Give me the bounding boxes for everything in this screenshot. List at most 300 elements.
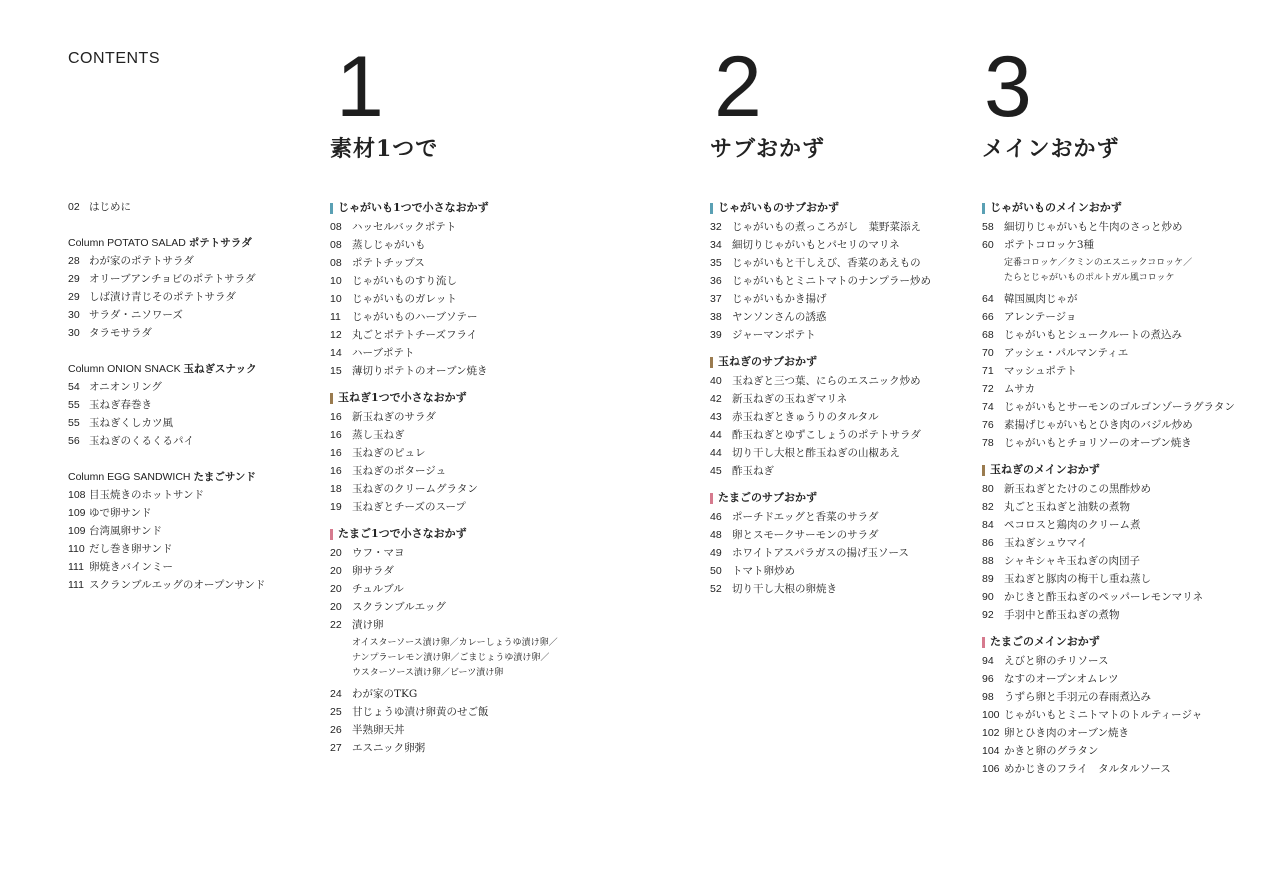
sub-list [330, 636, 558, 681]
toc-entry[interactable] [982, 652, 1192, 670]
section-heading [330, 524, 558, 544]
column-heading [68, 468, 257, 486]
part-1-number: 1 [336, 39, 384, 135]
entry-title: 卵焼きバインミー [89, 561, 173, 573]
toc-entry[interactable] [330, 562, 558, 580]
section-heading [982, 198, 1192, 218]
toc-entry[interactable] [982, 326, 1192, 344]
entry-title: えびと卵のチリソース [1004, 655, 1109, 667]
entry-title: じゃがいもとチョリソーのオーブン焼き [1004, 437, 1192, 449]
toc-entry[interactable] [982, 398, 1235, 416]
entry-title: 酢玉ねぎ [732, 465, 774, 477]
section-heading [330, 198, 558, 218]
toc-entry[interactable] [68, 432, 257, 450]
entry-title: タラモサラダ [89, 327, 152, 339]
entry-title: 卵とスモークサーモンのサラダ [732, 529, 879, 541]
entry-title: 玉ねぎくしカツ風 [89, 417, 173, 429]
entry-title: 新玉ねぎとたけのこの黒酢炒め [1004, 483, 1151, 495]
toc-entry[interactable] [330, 344, 558, 362]
toc-entry[interactable] [68, 324, 257, 342]
section-marker [982, 637, 985, 648]
page-number: 44 [710, 429, 722, 441]
entry-title: 漬け卵 [352, 619, 384, 631]
page-number: 27 [330, 742, 342, 754]
page-number: 25 [330, 706, 342, 718]
entry-title: 切り干し大根の卵焼き [732, 583, 837, 595]
page-number: 40 [710, 375, 722, 387]
entry-title: アッシェ・パルマンティエ [1004, 347, 1129, 359]
page-number: 35 [710, 257, 722, 269]
page-number: 36 [710, 275, 722, 287]
entry-title: かじきと酢玉ねぎのペッパーレモンマリネ [1004, 591, 1204, 603]
page-number: 26 [330, 724, 342, 736]
toc-entry[interactable] [982, 606, 1192, 624]
toc-entry[interactable] [710, 426, 921, 444]
page-number: 30 [68, 309, 80, 321]
part-3-number: 3 [984, 39, 1032, 135]
page-number: 20 [330, 547, 342, 559]
page-number: 70 [982, 347, 994, 359]
page-number: 08 [330, 221, 342, 233]
entry-title: ヤンソンさんの誘惑 [732, 311, 827, 323]
page-number: 109 [68, 525, 86, 537]
sub-entry: ウスターソース漬け卵／ビーツ漬け卵 [352, 668, 504, 678]
page-number: 08 [330, 257, 342, 269]
page-number: 11 [330, 311, 341, 323]
page-number: 16 [330, 465, 342, 477]
entry-title: かきと卵のグラタン [1004, 745, 1099, 757]
page-number: 02 [68, 201, 80, 213]
toc-entry[interactable] [330, 362, 558, 380]
toc-entry[interactable] [330, 408, 558, 426]
entry-title: 新玉ねぎの玉ねぎマリネ [732, 393, 848, 405]
entry-title: わが家のTKG [352, 688, 418, 700]
entry-title: ポテトコロッケ3種 [1004, 239, 1095, 251]
toc-entry[interactable] [710, 372, 921, 390]
entry-title: 酢玉ねぎとゆずこしょうのポテトサラダ [732, 429, 921, 441]
section-heading [710, 488, 839, 508]
toc-entry[interactable] [68, 522, 257, 540]
toc-entry[interactable] [982, 760, 1192, 778]
toc-entry[interactable] [68, 306, 257, 324]
toc-entry[interactable] [982, 480, 1192, 498]
entry-title: しば漬け青じそのポテトサラダ [89, 291, 236, 303]
page-number: 39 [710, 329, 722, 341]
toc-entry[interactable] [330, 444, 558, 462]
toc-entry[interactable] [710, 236, 900, 254]
toc-entry[interactable] [330, 544, 558, 562]
toc-entry[interactable] [330, 703, 558, 721]
page-number: 111 [68, 579, 84, 591]
page-number: 50 [710, 565, 722, 577]
page-number: 88 [982, 555, 994, 567]
contents-title: CONTENTS [68, 50, 160, 67]
entry-title: ポテトチップス [352, 257, 425, 269]
toc-entry[interactable] [982, 670, 1192, 688]
page-number: 55 [68, 417, 80, 429]
page-number: 90 [982, 591, 994, 603]
section-title: 玉ねぎ1つで小さなおかず [338, 391, 467, 404]
toc-entry[interactable] [710, 218, 921, 236]
entry-title: ムサカ [1004, 383, 1036, 395]
page-number: 96 [982, 673, 994, 685]
intro-entry[interactable] [68, 198, 257, 216]
section-marker [330, 529, 333, 540]
toc-entry[interactable] [330, 218, 558, 236]
page-number: 46 [710, 511, 722, 523]
entry-title: ペコロスと鶏肉のクリーム煮 [1004, 519, 1141, 531]
toc-entry[interactable] [330, 498, 558, 516]
toc-entry[interactable] [330, 290, 558, 308]
page-number: 71 [982, 365, 994, 377]
entry-title: 玉ねぎと三つ葉、にらのエスニック炒め [732, 375, 921, 387]
page-number: 16 [330, 429, 342, 441]
page-number: 43 [710, 411, 722, 423]
page-number: 18 [330, 483, 342, 495]
toc-entry[interactable] [710, 408, 879, 426]
entry-title: 蒸し玉ねぎ [352, 429, 405, 441]
page-number: 42 [710, 393, 722, 405]
entry-title: じゃがいものガレット [352, 293, 457, 305]
entry-title: チュルブル [352, 583, 404, 595]
page-number: 60 [982, 239, 994, 251]
page-number: 76 [982, 419, 994, 431]
toc-entry[interactable] [982, 380, 1192, 398]
section-heading [710, 352, 839, 372]
section-marker [710, 203, 713, 214]
page-number: 72 [982, 383, 994, 395]
page-number: 32 [710, 221, 722, 233]
page-number: 98 [982, 691, 994, 703]
entry-title: じゃがいもの煮っころがし 葉野菜添え [732, 221, 921, 233]
page-number: 49 [710, 547, 722, 559]
toc-entry[interactable] [68, 396, 257, 414]
page-number: 10 [330, 275, 342, 287]
page-number: 86 [982, 537, 994, 549]
toc-entry[interactable] [330, 616, 558, 634]
page-number: 56 [68, 435, 80, 447]
page-number: 19 [330, 501, 342, 513]
entry-title: ポーチドエッグと香菜のサラダ [732, 511, 879, 523]
page-number: 20 [330, 601, 342, 613]
part-2-title: サブおかず [710, 136, 826, 162]
page-number: 16 [330, 447, 342, 459]
page-number: 22 [330, 619, 342, 631]
page-number: 15 [330, 365, 342, 377]
toc-entry[interactable] [982, 516, 1192, 534]
toc-entry[interactable] [982, 570, 1192, 588]
page-number: 106 [982, 763, 1000, 775]
toc-entry[interactable] [982, 290, 1192, 308]
entry-title: トマト卵炒め [732, 565, 795, 577]
entry-title: 卵サラダ [352, 565, 394, 577]
entry-title: 素揚げじゃがいもとひき肉のバジル炒め [1004, 419, 1193, 431]
entry-title: スクランブルエッグのオープンサンド [89, 579, 266, 591]
sub-entry: オイスターソース漬け卵／カレーしょうゆ漬け卵／ [352, 638, 558, 648]
section-marker [710, 357, 713, 368]
toc-entry[interactable] [710, 544, 909, 562]
entry-title: ジャーマンポテト [732, 329, 816, 341]
entry-title: じゃがいもかき揚げ [732, 293, 827, 305]
entry-title: マッシュポテト [1004, 365, 1077, 377]
entry-title: だし巻き卵サンド [89, 543, 173, 555]
entry-title: ハッセルバックポテト [352, 221, 457, 233]
entry-title: なすのオープンオムレツ [1004, 673, 1119, 685]
entry-title: シャキシャキ玉ねぎの肉団子 [1004, 555, 1140, 567]
entry-title: 丸ごと玉ねぎと油麩の煮物 [1004, 501, 1130, 513]
toc-entry[interactable] [68, 486, 257, 504]
column-title: 玉ねぎスナック [183, 363, 257, 375]
toc-entry[interactable] [330, 326, 558, 344]
entry-title: スクランブルエッグ [352, 601, 446, 613]
page-number: 34 [710, 239, 722, 251]
page-number: 80 [982, 483, 994, 495]
page-number: 48 [710, 529, 722, 541]
toc-entry[interactable] [68, 504, 257, 522]
section-marker [330, 203, 333, 214]
page-number: 20 [330, 565, 342, 577]
toc-entry[interactable] [982, 534, 1192, 552]
toc-entry[interactable] [330, 685, 558, 703]
entry-title: じゃがいもとミニトマトのナンプラー炒め [732, 275, 931, 287]
entry-title: 玉ねぎシュウマイ [1004, 537, 1088, 549]
entry-title: ホワイトアスパラガスの揚げ玉ソース [732, 547, 909, 559]
column-title: ポテトサラダ [188, 237, 252, 249]
toc-entry[interactable] [330, 598, 558, 616]
section-title: じゃがいも1つで小さなおかず [338, 201, 489, 214]
entry-title: アレンテージョ [1004, 311, 1077, 323]
section-heading [982, 460, 1192, 480]
toc-entry[interactable] [68, 378, 257, 396]
entry-title: わが家のポテトサラダ [89, 255, 194, 267]
toc-entry[interactable] [710, 462, 839, 480]
toc-entry[interactable] [330, 308, 558, 326]
page-number: 37 [710, 293, 722, 305]
entry-title: 玉ねぎとチーズのスープ [352, 501, 466, 513]
page-number: 12 [330, 329, 342, 341]
toc-entry[interactable] [982, 724, 1192, 742]
section-title: 玉ねぎのメインおかず [990, 463, 1100, 476]
toc-entry[interactable] [982, 706, 1203, 724]
section-title: じゃがいものサブおかず [718, 201, 839, 214]
page-number: 92 [982, 609, 994, 621]
toc-entry[interactable] [68, 252, 257, 270]
page-number: 109 [68, 507, 86, 519]
entry-title: ハーブポテト [352, 347, 415, 359]
page-number: 74 [982, 401, 994, 413]
section-title: たまごのサブおかず [718, 491, 817, 504]
toc-entry[interactable] [710, 526, 879, 544]
section-title: たまご1つで小さなおかず [338, 527, 467, 540]
toc-entry[interactable] [330, 480, 558, 498]
toc-entry[interactable] [330, 580, 558, 598]
entry-title: 丸ごとポテトチーズフライ [352, 329, 478, 341]
toc-entry[interactable] [710, 580, 839, 598]
part-3-title: メインおかず [982, 136, 1120, 162]
toc-entry[interactable] [982, 552, 1192, 570]
entry-title: ウフ・マヨ [352, 547, 405, 559]
page-number: 28 [68, 255, 80, 267]
column-label: Column EGG SANDWICH [68, 471, 194, 483]
section-heading [710, 198, 839, 218]
entry-title: 手羽中と酢玉ねぎの煮物 [1004, 609, 1120, 621]
entry-title: 玉ねぎのクリームグラタン [352, 483, 478, 495]
section-heading [330, 388, 558, 408]
page-number: 84 [982, 519, 994, 531]
toc-entry[interactable] [982, 688, 1192, 706]
entry-title: じゃがいものすり流し [352, 275, 457, 287]
toc-entry[interactable] [982, 588, 1204, 606]
page-number: 94 [982, 655, 994, 667]
page-number: 55 [68, 399, 80, 411]
toc-entry[interactable] [68, 270, 257, 288]
entry-title: エスニック卵粥 [352, 742, 426, 754]
column-heading [68, 234, 257, 252]
page-number: 110 [68, 543, 85, 555]
toc-entry[interactable] [330, 721, 558, 739]
entry-title: 玉ねぎと豚肉の梅干し重ね蒸し [1004, 573, 1151, 585]
toc-entry[interactable] [710, 254, 921, 272]
toc-entry[interactable] [982, 218, 1192, 236]
entry-title: 細切りじゃがいもと牛肉のさっと炒め [1004, 221, 1183, 233]
entry-title: はじめに [89, 201, 131, 213]
page-number: 54 [68, 381, 80, 393]
page-number: 52 [710, 583, 722, 595]
toc-entry[interactable] [982, 236, 1192, 254]
page-number: 102 [982, 727, 1000, 739]
entry-title: じゃがいものハーブソテー [352, 311, 478, 323]
toc-entry[interactable] [982, 416, 1192, 434]
entry-title: じゃがいもとシュークルートの煮込み [1004, 329, 1182, 341]
toc-entry[interactable] [68, 540, 257, 558]
page-number: 08 [330, 239, 342, 251]
entry-title: じゃがいもと干しえび、香菜のあえもの [732, 257, 921, 269]
page-number: 89 [982, 573, 994, 585]
entry-title: 玉ねぎのピュレ [352, 447, 426, 459]
page-number: 64 [982, 293, 994, 305]
entry-title: 蒸しじゃがいも [352, 239, 426, 251]
section-marker [982, 203, 985, 214]
page-number: 30 [68, 327, 80, 339]
page-number: 58 [982, 221, 994, 233]
entry-title: サラダ・ニソワーズ [89, 309, 183, 321]
entry-title: 赤玉ねぎときゅうりのタルタル [732, 411, 879, 423]
column-heading [68, 360, 257, 378]
entry-title: うずら卵と手羽元の春雨煮込み [1004, 691, 1151, 703]
toc-entry[interactable] [330, 739, 558, 757]
toc-entry[interactable] [330, 236, 558, 254]
page-number: 104 [982, 745, 1000, 757]
toc-entry[interactable] [330, 426, 558, 444]
page-number: 66 [982, 311, 994, 323]
toc-entry[interactable] [710, 290, 839, 308]
sub-list [982, 256, 1192, 286]
toc-entry[interactable] [710, 326, 839, 344]
part-1-list [330, 198, 558, 757]
part-2-number: 2 [714, 39, 762, 135]
toc-entry[interactable] [68, 576, 266, 594]
toc-entry[interactable] [710, 308, 839, 326]
entry-title: 薄切りポテトのオーブン焼き [352, 365, 488, 377]
toc-entry[interactable] [710, 508, 879, 526]
toc-entry[interactable] [982, 344, 1192, 362]
section-title: 玉ねぎのサブおかず [718, 355, 817, 368]
section-marker [982, 465, 985, 476]
toc-entry[interactable] [330, 462, 558, 480]
page-number: 16 [330, 411, 342, 423]
section-title: たまごのメインおかず [990, 635, 1100, 648]
toc-entry[interactable] [68, 288, 257, 306]
sub-entry: ナンプラーレモン漬け卵／ごまじょうゆ漬け卵／ [352, 653, 550, 663]
entry-title: めかじきのフライ タルタルソース [1004, 763, 1171, 775]
toc-entry[interactable] [982, 308, 1192, 326]
entry-title: 細切りじゃがいもとパセリのマリネ [732, 239, 900, 251]
page-number: 111 [68, 561, 84, 573]
toc-entry[interactable] [982, 498, 1192, 516]
toc-entry[interactable] [330, 254, 558, 272]
toc-entry[interactable] [68, 558, 257, 576]
toc-entry[interactable] [982, 434, 1192, 452]
entry-title: ゆで卵サンド [89, 507, 152, 519]
entry-title: 切り干し大根と酢玉ねぎの山椒あえ [732, 447, 900, 459]
toc-entry[interactable] [68, 414, 257, 432]
part-1-title: 素材1つで [330, 136, 439, 162]
entry-title: じゃがいもとサーモンのゴルゴンゾーラグラタン [1004, 401, 1235, 413]
entry-title: 新玉ねぎのサラダ [352, 411, 436, 423]
entry-title: 甘じょうゆ漬け卵黄のせご飯 [352, 706, 489, 718]
page-number: 82 [982, 501, 994, 513]
page-number: 14 [330, 347, 342, 359]
entry-title: 韓国風肉じゃが [1004, 293, 1078, 305]
section-marker [330, 393, 333, 404]
entry-title: 玉ねぎのポタージュ [352, 465, 447, 477]
toc-entry[interactable] [710, 272, 931, 290]
toc-entry[interactable] [710, 390, 848, 408]
section-marker [710, 493, 713, 504]
page-number: 100 [982, 709, 1000, 721]
toc-entry[interactable] [982, 742, 1192, 760]
page-number: 68 [982, 329, 994, 341]
toc-entry[interactable] [710, 562, 839, 580]
toc-entry[interactable] [330, 272, 558, 290]
entry-title: 目玉焼きのホットサンド [89, 489, 204, 501]
page-number: 24 [330, 688, 342, 700]
entry-title: じゃがいもとミニトマトのトルティージャ [1004, 709, 1203, 721]
page-number: 29 [68, 291, 80, 303]
entry-title: オニオンリング [89, 381, 162, 393]
sub-entry: 定番コロッケ／クミンのエスニックコロッケ／ [1004, 258, 1193, 268]
page-number: 45 [710, 465, 722, 477]
column-label: Column POTATO SALAD [68, 237, 189, 249]
column-list [68, 198, 266, 594]
column-title: たまごサンド [193, 471, 256, 483]
part-2-list [710, 198, 931, 598]
toc-entry[interactable] [982, 362, 1192, 380]
toc-entry[interactable] [710, 444, 900, 462]
entry-title: 半熟卵天丼 [352, 724, 405, 736]
entry-title: 玉ねぎのくるくるパイ [89, 435, 194, 447]
section-title: じゃがいものメインおかず [990, 201, 1122, 214]
entry-title: 玉ねぎ春巻き [89, 399, 152, 411]
page-number: 20 [330, 583, 342, 595]
page-number: 38 [710, 311, 722, 323]
sub-entry: たらとじゃがいものポルトガル風コロッケ [1004, 273, 1175, 283]
column-label: Column ONION SNACK [68, 363, 184, 375]
part-3-list [982, 198, 1235, 778]
entry-title: オリーブアンチョビのポテトサラダ [89, 273, 256, 285]
entry-title: 台湾風卵サンド [89, 525, 162, 537]
entry-title: 卵とひき肉のオーブン焼き [1004, 727, 1130, 739]
